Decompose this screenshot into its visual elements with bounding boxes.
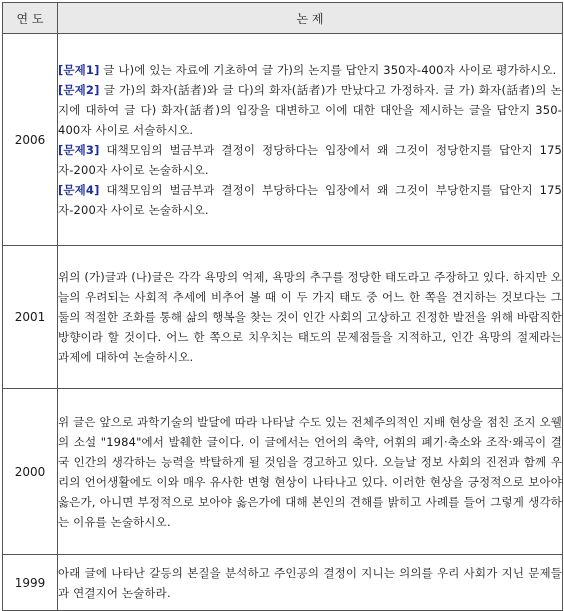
question-item (58, 60, 562, 80)
year-cell: 1999 (3, 555, 58, 611)
question-item (58, 80, 562, 140)
table-row (3, 34, 563, 246)
topic-cell (58, 555, 563, 611)
table-row (3, 389, 563, 555)
essay-topics-table (2, 2, 563, 611)
table-row (3, 555, 563, 611)
question-label: [문제4] (58, 182, 100, 197)
question-item (58, 180, 562, 220)
topic-header: 논 제 (58, 3, 563, 34)
question-text: 대책모임의 벌금부과 결정이 정당하다는 입장에서 왜 그것이 정당한지를 답안지 175자-200자 사이로 논술하시오. (58, 142, 562, 177)
year-header: 연 도 (3, 3, 58, 34)
question-label: [문제3] (58, 142, 100, 157)
question-item (58, 140, 562, 180)
topic-cell (58, 34, 563, 246)
question-text: 글 나)에 있는 자료에 기초하여 글 가)의 논지를 답안지 350자-400자 사이로 평가하시오. (99, 62, 557, 77)
table-row (3, 246, 563, 389)
question-label: [문제2] (58, 82, 100, 97)
topic-text: 아래 글에 나타난 갈등의 본질을 분석하고 주인공의 결정이 지니는 의의를 우리 사회가 지닌 문제들과 연결지어 논술하라. (58, 565, 562, 600)
year-cell: 2000 (3, 389, 58, 555)
header-row (3, 3, 563, 34)
year-cell: 2001 (3, 246, 58, 389)
question-text: 글 가)의 화자(話者)와 글 다)의 화자(話者)가 만났다고 가정하자. 글 가) 화자(話者)의 논지에 대하여 글 다) 화자(話者)의 입장을 대변하고 이에 대한 대안을 제시하는 글을 답안지 350-400자 사이로 서술하시오. (58, 82, 562, 137)
question-text: 대책모임의 벌금부과 결정이 부당하다는 입장에서 왜 그것이 부당한지를 답안지 175자-200자 사이로 논술하시오. (58, 182, 562, 217)
year-cell: 2006 (3, 34, 58, 246)
topic-text: 위 글은 앞으로 과학기술의 발달에 따라 나타날 수도 있는 전체주의적인 지배 현상을 점친 조지 오웰의 소설 "1984"에서 발췌한 글이다. 이 글에서는 언어의 축약, 어휘의 폐기·축소와 조작·왜곡이 결국 인간의 생각하는 능력을 박탈하게 될 것임을 경고하고 있다. 오늘날 정보 사회의 진전과 함께 우리의 언어생활에도 이와 매우 유사한 변형 현상이 나타나고 있다. 이러한 현상을 긍정적으로 보아야 옳은가, 아니면 부정적으로 보아야 옳은가에 대해 본인의 견해를 밝히고 사례를 들어 그렇게 생각하는 이유를 논술하시오. (58, 414, 562, 529)
topic-cell (58, 246, 563, 389)
topic-cell (58, 389, 563, 555)
question-label: [문제1] (58, 62, 100, 77)
topic-text: 위의 (가)글과 (나)글은 각각 욕망의 억제, 욕망의 추구를 정당한 태도라고 주장하고 있다. 하지만 오늘의 우려되는 사회적 추세에 비추어 볼 때 이 두 가지 태도 중 어느 한 쪽을 견지하는 것보다는 그 둘의 적절한 조화를 통해 삶의 행복을 찾는 것이 인간 사회의 고상하고 진정한 발전을 위해 바람직한 방향이라 할 것이다. 어느 한 쪽으로 치우치는 태도의 문제점들을 지적하고, 인간 욕망의 절제라는 과제에 대하여 논술하시오. (58, 270, 562, 364)
